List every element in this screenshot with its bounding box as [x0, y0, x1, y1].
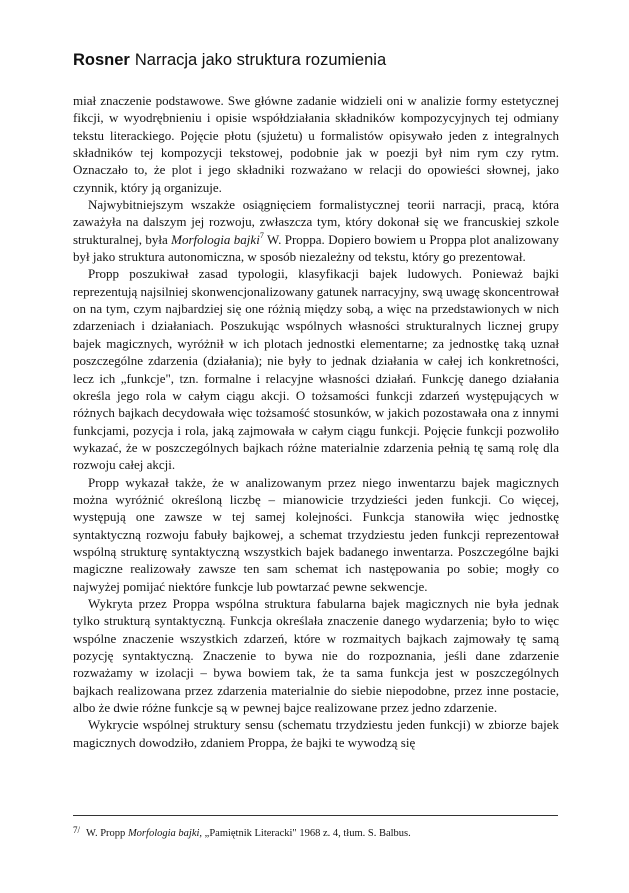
book-title-morfologia: Morfologia bajki [171, 231, 260, 247]
footnote-book-title: Morfologia bajki [127, 828, 200, 839]
paragraph-2-text-after: W. Proppa. Dopiero bowiem u Proppa plot analizowany był jako struktura autonomiczna, w sposób niezależny od tekstu, który go prezentował. [73, 231, 560, 265]
footnote-author: W. Propp [86, 828, 126, 839]
footnote-marker: 7/ [73, 825, 81, 835]
body-text [73, 92, 559, 751]
paragraph-3: Propp poszukiwał zasad typologii, klasyfikacji bajek ludowych. Ponieważ bajki reprezentują najsilniej skonwencjonalizowany gatunek narracyjny, swą uwagę skoncentrował on na tym, czym najbardziej się one różnią między sobą, a więc na przedstawionych w nich zdarzeniach i działaniach. Poszukując wspólnych własności strukturalnych licznej grupy bajek magicznych, wyróżnił w ich plotach jednostki elementarne; za jednostkę taką uznał poszczególne zdarzenia (działania); nie były to jednak działania w całej ich konkretności, lecz ich „funkcje", tzn. formalne i relacyjne własności działań. Funkcję danego działania określa jego rola w całym ciągu akcji. O tożsamości funkcji zdarzeń występujących w różnych bajkach decydowała więc tożsamość stosunków, w jakich pozostawała ona z innymi funkcjami, pozycja i rola, jaką zajmowała w całym ciągu funkcji. Pojęcie funkcji pozwoliło wykazać, że w poszczególnych bajkach różne materialnie zdarzenia pełnią tę samą rolę dla rozwoju całej akcji. [73, 266, 559, 473]
footnote-details: , „Pamiętnik Literacki" 1968 z. 4, tłum. S. Balbus. [199, 828, 411, 839]
footnote [73, 823, 559, 841]
footnote-reference[interactable]: 7 [259, 230, 264, 240]
header-title: Narracja jako struktura rozumienia [134, 51, 387, 69]
header-author: Rosner [73, 51, 130, 69]
running-header [73, 51, 386, 70]
footnote-divider [73, 815, 558, 816]
paragraph-2-text-before: Najwybitniejszym wszakże osiągnięciem formalistycznej teorii narracji, pracą, która zaważyła na dalszym jej rozwoju, zwłaszcza tym, który dokonał się we francuskiej szkole strukturalnej, była [73, 197, 559, 247]
paragraph-6: Wykrycie wspólnej struktury sensu (schematu trzydziestu jeden funkcji) w zbiorze bajek magicznych dowodziło, zdaniem Proppa, że bajki te wywodzą się [73, 717, 559, 750]
paragraph-2 [73, 196, 559, 265]
paragraph-4: Propp wykazał także, że w analizowanym przez niego inwentarzu bajek magicznych można wyróżnić określoną liczbę – mianowicie trzydzieści jeden funkcji. Co więcej, występują one zawsze w tej samej kolejności. Funkcja stanowiła więc jednostkę syntaktyczną rozwoju fabuły bajkowej, a schemat trzydziestu jeden funkcji reprezentował wspólną strukturę syntaktyczną wszystkich bajek badanego inwentarza. Poszczególne bajki magiczne realizowały zawsze ten sam schemat ich następowania po sobie; mogły co najwyżej pomijać niektóre funkcje lub powtarzać pewne sekwencje. [73, 474, 559, 594]
paragraph-1: miał znaczenie podstawowe. Swe główne zadanie widzieli oni w analizie formy estetycznej fikcji, w wyodrębnieniu i opisie współdziałania składników kompozycyjnych tej odmiany tekstu literackiego. Pojęcie płotu (sjużetu) u formalistów opisywało jeden z integralnych składników tej kompozycji tekstowej, podobnie jak w poezji był nim rym czy rytm. Oznaczało to, że plot i jego składniki rozważano w relacji do opowieści słownej, jako czynnik, który ją organizuje. [73, 93, 559, 195]
paragraph-5: Wykryta przez Proppa wspólna struktura fabularna bajek magicznych nie była jednak tylko strukturą syntaktyczną. Funkcja określała znaczenie danego wydarzenia; było to więc wspólne znaczenie wszystkich zdarzeń, które w rozmaitych bajkach zajmowały tę samą pozycję syntaktyczną. Znaczenie to bywa nie do rozpoznania, jeśli dane zdarzenie rozważamy w izolacji – bywa bowiem tak, że ta sama funkcja jest w poszczególnych bajkach realizowana przez zdarzenia materialnie do siebie niepodobne, przez inne postacie, albo że dwie różne funkcje są w pewnej bajce realizowane przez jedno zdarzenie. [73, 595, 559, 716]
